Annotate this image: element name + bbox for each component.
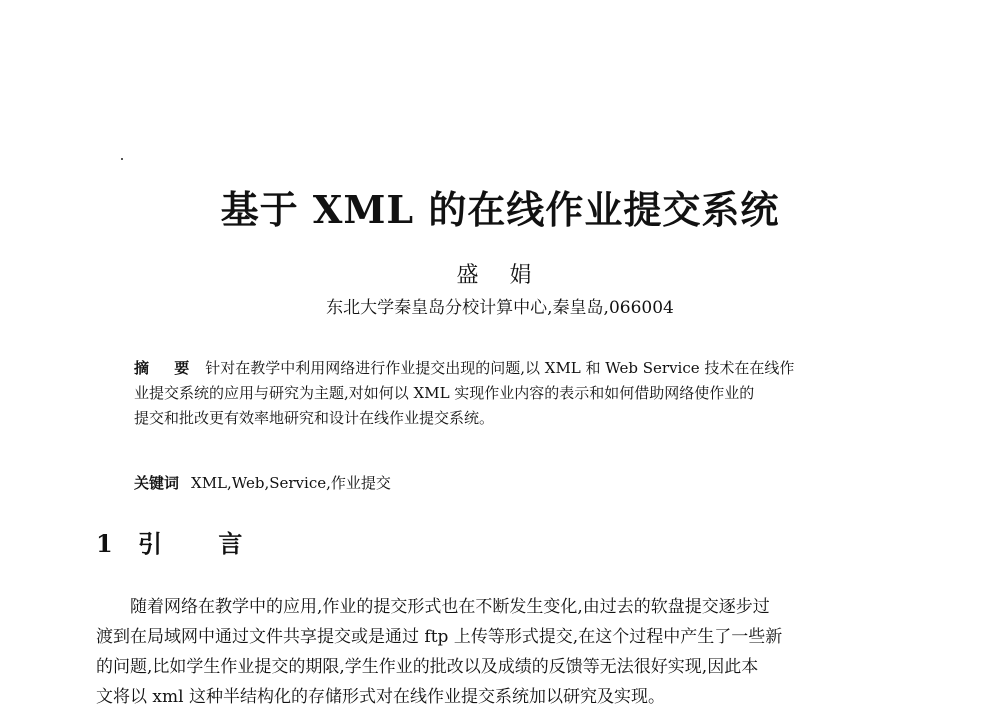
abstract-line: 摘 要 针对在教学中利用网络进行作业提交出现的问题,以 XML 和 Web Service 技术在在线作 <box>134 359 795 377</box>
keywords-text: XML,Web,Service,作业提交 <box>191 474 391 492</box>
body-line: 文将以 xml 这种半结构化的存储形式对在线作业提交系统加以研究及实现。 <box>96 687 665 707</box>
abstract-label: 摘 要 <box>134 359 200 377</box>
body-line: 渡到在局域网中通过文件共享提交或是通过 ftp 上传等形式提交,在这个过程中产生了一些新 <box>96 627 783 647</box>
section-number: 1 <box>96 529 113 558</box>
keywords-label: 关键词 <box>134 474 180 492</box>
paper-title: 基于 XML 的在线作业提交系统 <box>220 187 780 232</box>
abstract-line: 业提交系统的应用与研究为主题,对如何以 XML 实现作业内容的表示和如何借助网络使作业的 <box>134 384 755 402</box>
body-line: 随着网络在教学中的应用,作业的提交形式也在不断发生变化,由过去的软盘提交逐步过 <box>130 597 770 617</box>
section-heading <box>96 528 266 560</box>
author-affiliation: 东北大学秦皇岛分校计算中心,秦皇岛,066004 <box>326 298 674 318</box>
abstract-block <box>134 356 869 431</box>
author-name: 盛 娟 <box>456 263 544 288</box>
section-title: 引 言 <box>138 529 267 558</box>
body-paragraph <box>96 592 916 712</box>
abstract-line: 提交和批改更有效率地研究和设计在线作业提交系统。 <box>134 409 495 427</box>
scan-speck <box>121 158 123 160</box>
keywords-line <box>134 472 391 494</box>
body-line: 的问题,比如学生作业提交的期限,学生作业的批改以及成绩的反馈等无法很好实现,因此本 <box>96 657 759 677</box>
